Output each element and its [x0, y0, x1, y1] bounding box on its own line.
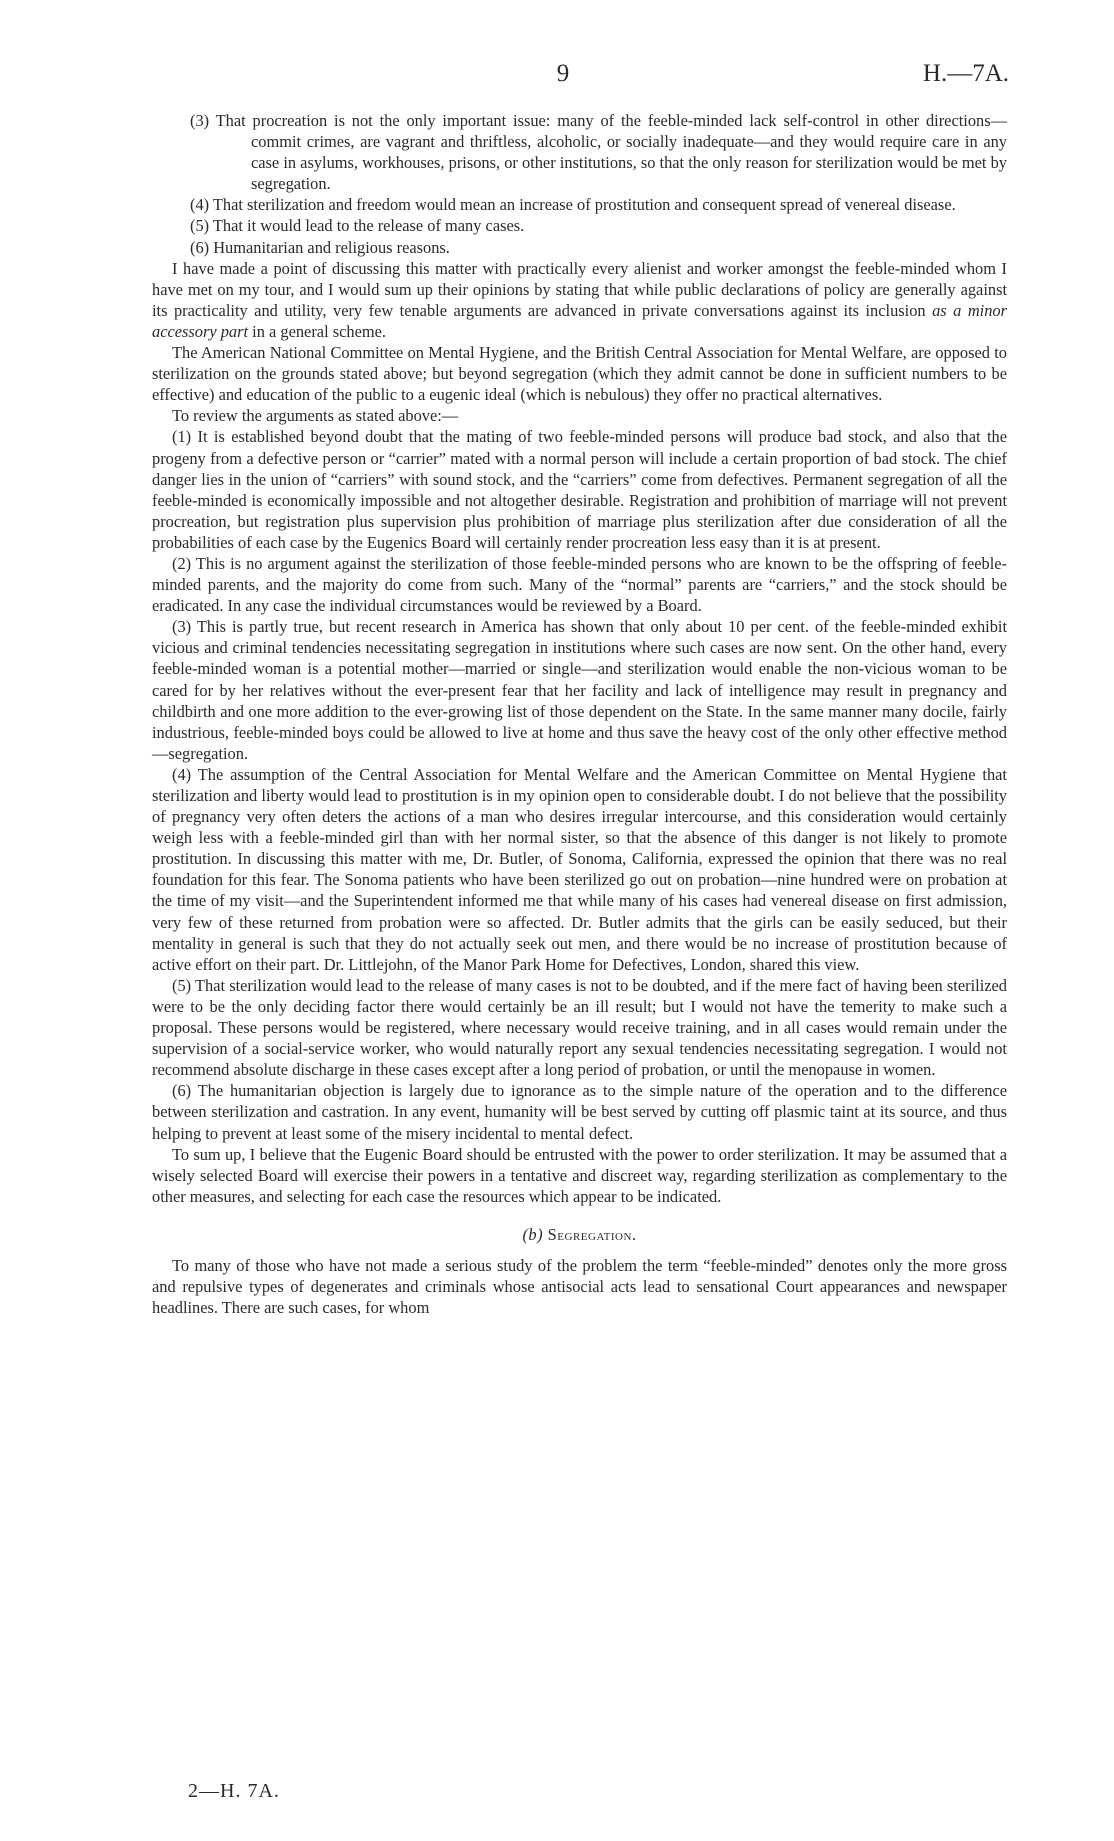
paragraph: (2) This is no argument against the sterilization of those feeble-minded persons who are known to be the offspring of feeble-minded parents, and the majority do come from such. Many of the “normal” parents are “carriers,” and the stock should be eradicated. In any case the individual circumstances would be reviewed by a Board.: [152, 553, 1007, 616]
paragraph: (5) That sterilization would lead to the release of many cases is not to be doubted, and if the mere fact of having been sterilized were to be the only deciding factor there would certainly be an ill result; but I would not have the temerity to make such a proposal. These persons would be registered, where necessary would receive training, and in all cases would remain under the supervision of a social-service worker, who would naturally report any sexual tendencies necessitating segregation. I would not recommend absolute discharge in these cases except after a long period of probation, or until the menopause in women.: [152, 975, 1007, 1080]
paragraph: (3) This is partly true, but recent research in America has shown that only about 10 per cent. of the feeble-minded exhibit vicious and criminal tendencies necessitating segregation in institutions where such cases are now sent. On the other hand, every feeble-minded woman is a potential mother—married or single—and sterilization would enable the non-vicious woman to be cared for by her relatives without the ever-present fear that her facility and lack of intelligence may result in pregnancy and childbirth and one more addition to the ever-growing list of those dependent on the State. In the same manner many docile, fairly industrious, feeble-minded boys could be allowed to live at home and thus save the heavy cost of the only other effective method—segregation.: [152, 617, 1007, 763]
paragraph: (6) The humanitarian objection is largely due to ignorance as to the simple nature of the operation and to the difference between sterilization and castration. In any event, humanity will be best served by cutting off plasmic taint at its source, and thus helping to prevent at least some of the misery incidental to mental defect.: [152, 1081, 1007, 1143]
paragraph: (4) The assumption of the Central Association for Mental Welfare and the American Committee on Mental Hygiene that sterilization and liberty would lead to prostitution is in my opinion open to considerable doubt. I do not believe that the possibility of pregnancy very often deters the actions of a man who desires irregular intercourse, and this consideration would certainly weigh less with a feeble-minded girl than with her normal sister, so that the absence of this danger is not likely to promote prostitution. In discussing this matter with me, Dr. Butler, of Sonoma, California, expressed the opinion that there was no real foundation for this fear. The Sonoma patients who have been sterilized go out on probation—nine hundred were on probation at the time of my visit—and the Superintendent informed me that while many of his cases had venereal disease on first admission, very few of these returned from probation were so affected. Dr. Butler admits that the girls can be easily seduced, but their mentality in general is such that they do not actually seek out men, and there would be no increase of prostitution because of active effort on their part. Dr. Littlejohn, of the Manor Park Home for Defectives, London, shared this view.: [152, 764, 1007, 974]
paragraph: (1) It is established beyond doubt that the mating of two feeble-minded persons will produce bad stock, and also that the progeny from a defective person or “carrier” mated with a normal person will include a certain proportion of bad stock. The chief danger lies in the union of “carriers” with sound stock, and the “carriers” come from defectives. Permanent segregation of all the feeble-minded is economically impossible and not altogether desirable. Registration and prohibition of marriage will not prevent procreation, but registration plus supervision plus prohibition of marriage plus sterilization after due consideration of all the probabilities of each case by the Eugenics Board will certainly render procreation less easy than it is at present.: [152, 427, 1007, 552]
paragraph: The American National Committee on Mental Hygiene, and the British Central Association for Mental Welfare, are opposed to sterilization on the grounds stated above; but beyond segregation (which they admit cannot be done in sufficient numbers to be effective) and education of the public to a eugenic ideal (which is nebulous) they offer no practical alternatives.: [152, 343, 1007, 405]
paragraph: To sum up, I believe that the Eugenic Board should be entrusted with the power to order sterilization. It may be assumed that a wisely selected Board will exercise their powers in a tentative and discreet way, regarding sterilization as complementary to the other measures, and selecting for each case the resources which appear to be indicated.: [152, 1144, 1007, 1206]
list-item: (3) That procreation is not the only important issue: many of the feeble-minded lack self-control in other directions—commit crimes, are vagrant and thriftless, alcoholic, or socially inadequate—and they would require care in any case in asylums, workhouses, prisons, or other institutions, so that the only reason for sterilization would be met by segregation.: [190, 111, 1007, 194]
objection-list: [190, 110, 1007, 258]
paragraph: To review the arguments as stated above:—: [172, 406, 459, 426]
page-number: 9: [556, 60, 570, 87]
list-item: (6) Humanitarian and religious reasons.: [190, 237, 450, 257]
section-heading: (b) Segregation.: [522, 1224, 637, 1244]
paragraph-alienist: I have made a point of discussing this matter with practically every alienist and worker amongst the feeble-minded whom I have met on my tour, and I would sum up their opinions by stating that while public declarations of policy are generally against its practicality and utility, very few tenable arguments are advanced in private conversations against its inclusion as a minor accessory part in a general scheme.: [152, 258, 1007, 341]
paragraph: To many of those who have not made a serious study of the problem the term “feeble-minded” denotes only the more gross and repulsive types of degenerates and criminals whose antisocial acts lead to sensational Court appearances and newspaper headlines. There are such cases, for whom: [152, 1255, 1007, 1318]
document-body: [152, 110, 1007, 1318]
page-signature: 2—H. 7A.: [188, 1780, 280, 1802]
emphasis-text: as a minor accessory part: [152, 300, 1007, 341]
document-reference: H.—7A.: [922, 60, 1009, 87]
list-item: (4) That sterilization and freedom would mean an increase of prostitution and consequent spread of venereal disease.: [190, 195, 956, 215]
list-item: (5) That it would lead to the release of many cases.: [190, 216, 525, 236]
